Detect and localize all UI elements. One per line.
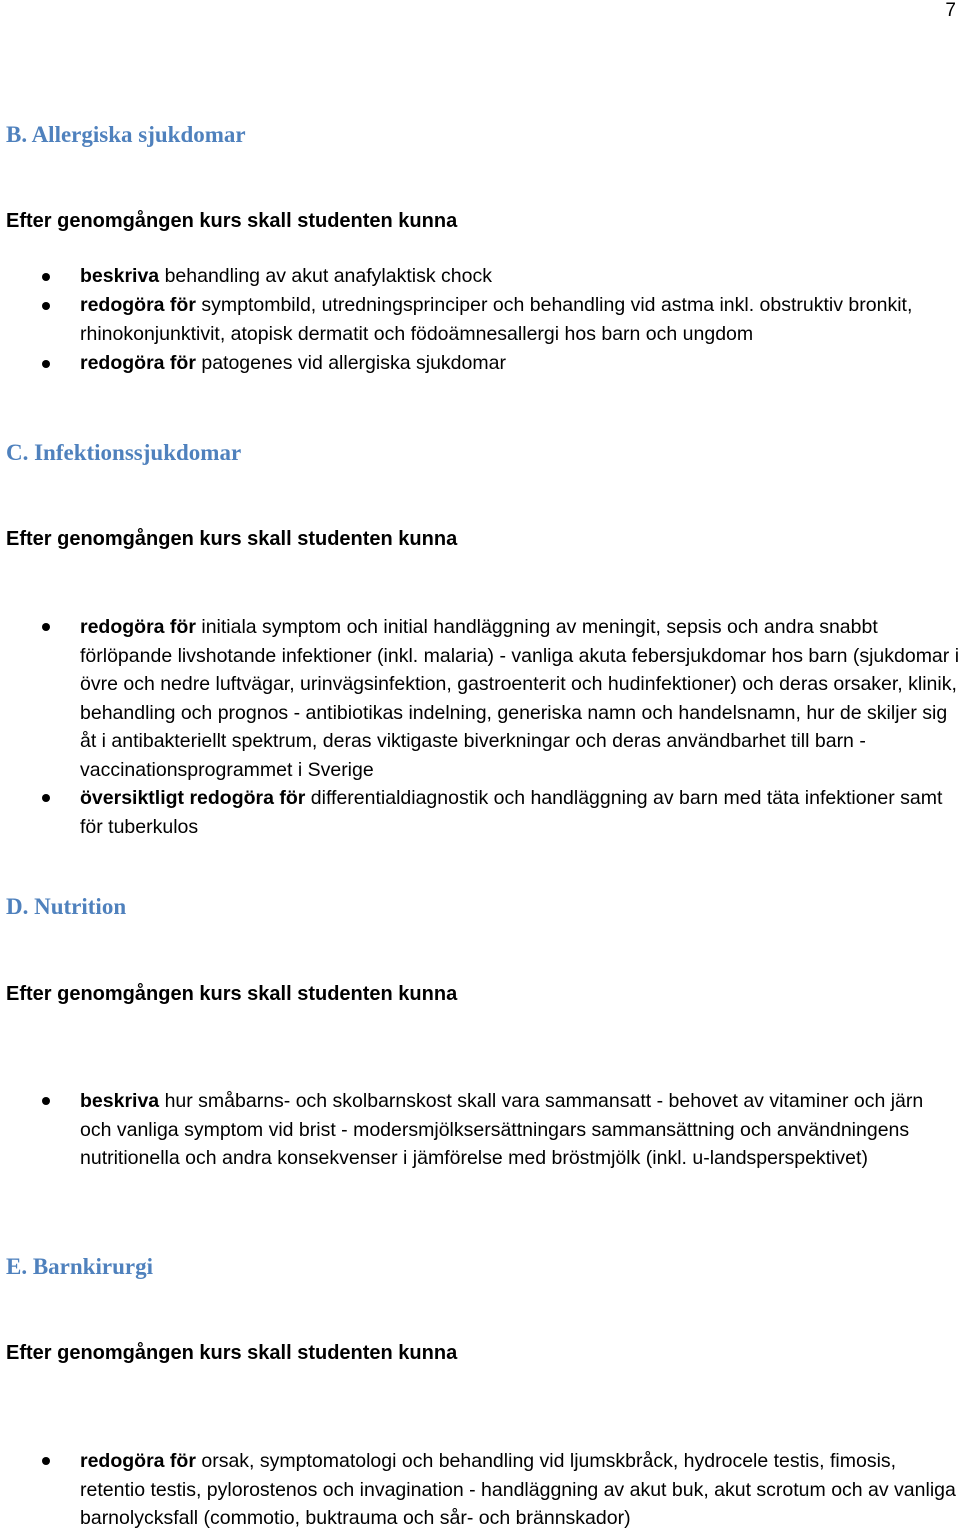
item-lead: redogöra för xyxy=(80,294,196,316)
list-item xyxy=(0,1447,960,1533)
bullet-icon xyxy=(42,794,50,802)
objective-list xyxy=(0,1447,960,1533)
item-lead: redogöra för xyxy=(80,352,196,374)
section-intro: Efter genomgången kurs skall studenten kunna xyxy=(6,210,458,232)
item-lead: redogöra för xyxy=(80,616,196,638)
item-text: differentialdiagnostik och handläggning av barn med täta infektioner samt för tuberkulos xyxy=(80,787,943,838)
list-item xyxy=(0,262,960,291)
list-item xyxy=(0,291,960,349)
bullet-icon xyxy=(42,1097,50,1105)
list-item xyxy=(0,1087,960,1173)
item-text: initiala symptom och initial handläggning av meningit, sepsis och andra snabbt förlöpande livshotande infektioner (inkl. malaria) - vanliga akuta febersjukdomar hos barn (sjukdomar i övre och nedre luftvägar, urinvägsinfektion, gastroenterit och hudinfektioner) och deras orsaker, klinik, behandling och prognos - antibiotikas indelning, generiska namn och handelsnamn, hur de skiljer sig åt i antibakteriellt spektrum, deras viktigaste biverkningar och deras användbarhet till barn - vaccinationsprogrammet i Sverige xyxy=(80,616,960,781)
page-number: 7 xyxy=(945,0,956,21)
section-intro: Efter genomgången kurs skall studenten kunna xyxy=(6,528,458,550)
list-item xyxy=(0,784,960,841)
bullet-icon xyxy=(42,302,50,310)
objective-list xyxy=(0,613,960,841)
objective-list xyxy=(0,1087,960,1173)
item-text: patogenes vid allergiska sjukdomar xyxy=(195,352,506,374)
item-text: symptombild, utredningsprinciper och behandling vid astma inkl. obstruktiv bronkit, rhinokonjunktivit, atopisk dermatit och födoämnesallergi hos barn och ungdom xyxy=(80,294,913,345)
list-item xyxy=(0,349,960,378)
section-heading: B. Allergiska sjukdomar xyxy=(6,122,246,147)
item-text: behandling av akut anafylaktisk chock xyxy=(159,265,492,287)
section-intro: Efter genomgången kurs skall studenten kunna xyxy=(6,983,458,1005)
item-text: orsak, symptomatologi och behandling vid ljumskbråck, hydrocele testis, fimosis, retentio testis, pylorostenos och invagination - handläggning av akut buk, akut scrotum och av vanliga barnolycksfall (commotio, buktrauma och sår- och brännskador) xyxy=(80,1450,956,1529)
section-heading: D. Nutrition xyxy=(6,894,127,919)
item-lead: beskriva xyxy=(80,265,160,287)
list-item xyxy=(0,613,960,784)
item-lead: översiktligt redogöra för xyxy=(80,787,306,809)
item-text: hur småbarns- och skolbarnskost skall vara sammansatt - behovet av vitaminer och järn och vanliga symptom vid brist - modersmjölksersättningars sammansättning och användningens nutritionella och andra konsekvenser i jämförelse med bröstmjölk (inkl. u-landsperspektivet) xyxy=(80,1090,924,1169)
section-intro: Efter genomgången kurs skall studenten kunna xyxy=(6,1342,458,1364)
bullet-icon xyxy=(42,360,50,368)
section-heading: C. Infektionssjukdomar xyxy=(6,440,242,465)
item-lead: beskriva xyxy=(80,1090,160,1112)
objective-list xyxy=(0,262,960,378)
bullet-icon xyxy=(42,273,50,281)
bullet-icon xyxy=(42,1457,50,1465)
section-heading: E. Barnkirurgi xyxy=(6,1254,153,1279)
bullet-icon xyxy=(42,623,50,631)
item-lead: redogöra för xyxy=(80,1450,196,1472)
